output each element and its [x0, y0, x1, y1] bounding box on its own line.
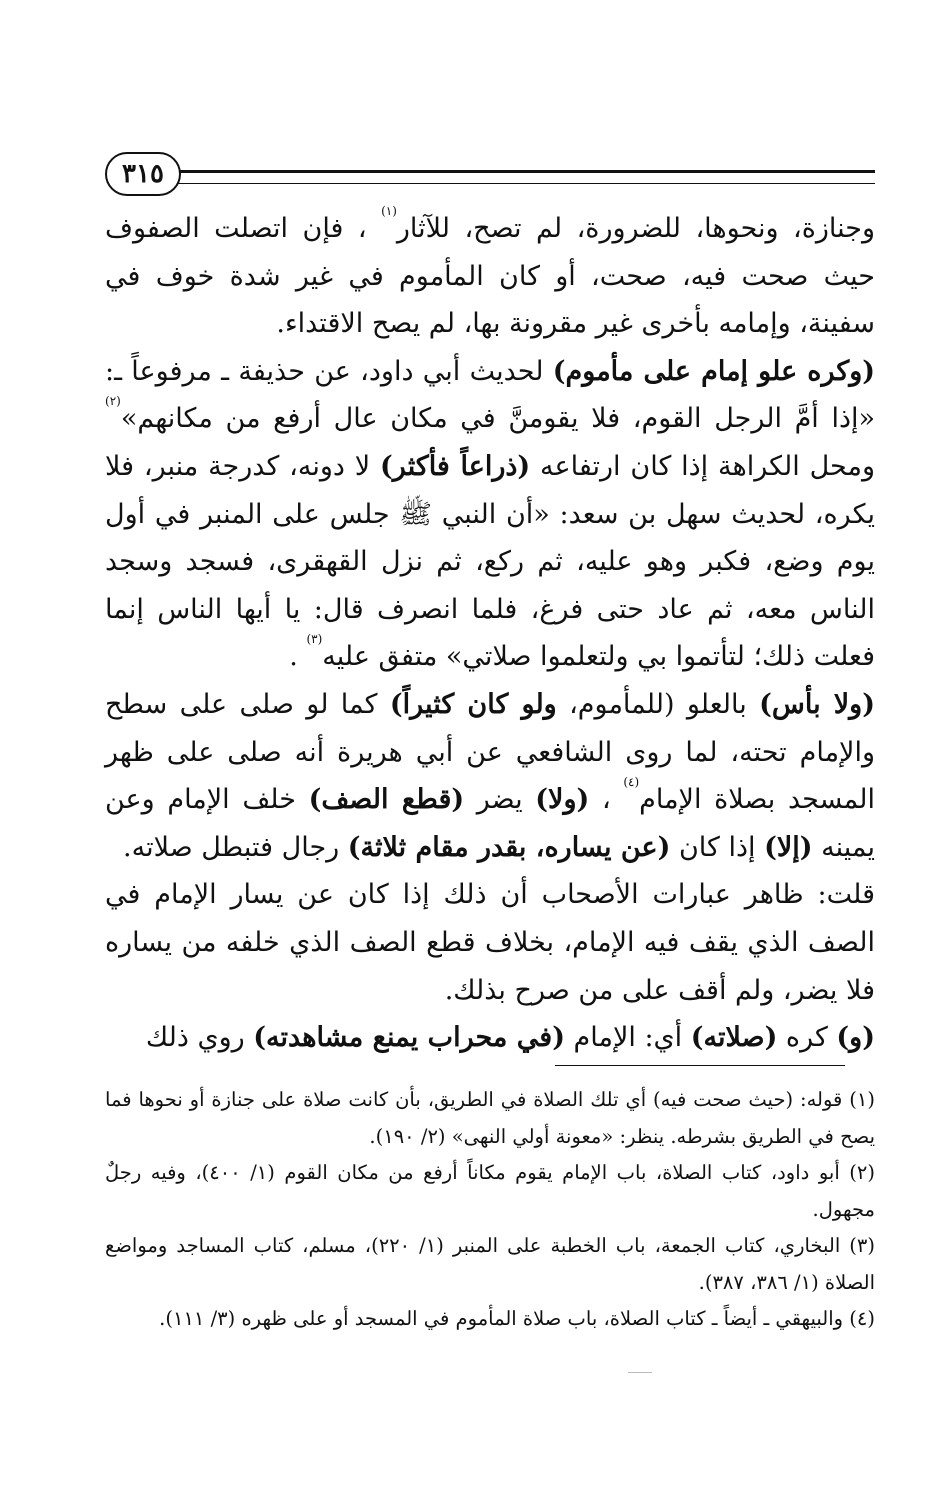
text-run: ،	[589, 784, 624, 816]
text-run: ومحل الكراهة إذا كان ارتفاعه	[530, 450, 875, 482]
footnote: (٢) أبو داود، كتاب الصلاة، باب الإمام يقوم مكاناً أرفع من مكان القوم (١/ ٤٠٠)، وفيه رجلٌ مجهول.	[105, 1161, 875, 1221]
footnote-ref: (٢)	[105, 394, 121, 409]
bold-text: (ولا)	[535, 784, 590, 816]
paragraph	[105, 205, 875, 348]
bold-text: (وكره علو إمام على مأموم)	[552, 355, 876, 387]
text-run: إذا كان	[670, 831, 765, 863]
text-run: ، فإن اتصلت الصفوف حيث صحت فيه، صحت، أو كان المأموم في غير شدة خوف في سفينة، وإمامه بأخرى غير مقرونة بها، لم يصح الاقتداء.	[105, 213, 875, 340]
paragraph	[105, 681, 875, 871]
bold-text: (ذراعاً فأكثر)	[380, 450, 531, 482]
footnote-ref: (٣)	[306, 632, 323, 647]
text-run: كما لو صلى على سطح والإمام تحته، لما روى الشافعي عن أبي هريرة أنه صلى على ظهر المسجد بصلاة الإمام	[105, 688, 875, 816]
bold-text: (قطع الصف)	[308, 784, 465, 816]
bold-text: ولو كان كثيراً)	[389, 688, 557, 720]
paragraph	[105, 1014, 875, 1062]
text-run: رجال فتبطل صلاته.	[123, 831, 348, 863]
text-run: قلت: ظاهر عبارات الأصحاب أن ذلك إذا كان عن يسار الإمام في الصف الذي يقف فيه الإمام، بخلاف قطع الصف الذي خلفه من يساره فلا يضر، ولم أقف على من صرح بذلك.	[105, 879, 875, 1006]
text-run: روي ذلك	[145, 1022, 254, 1054]
paragraph	[105, 871, 875, 1014]
bold-text: (ولا بأس)	[759, 688, 875, 720]
page-number: ٣١٥	[105, 152, 181, 196]
text-run: يضر	[464, 784, 536, 816]
footnote-separator	[555, 1065, 845, 1066]
text-run: .	[289, 641, 307, 673]
bold-text: (إلا)	[764, 831, 813, 863]
footnote: (٣) البخاري، كتاب الجمعة، باب الخطبة على المنبر (١/ ٢٢٠)، مسلم، كتاب المساجد ومواضع الصلاة (١/ ٣٨٦، ٣٨٧).	[105, 1234, 876, 1294]
footnotes	[105, 1082, 875, 1338]
header-rule	[167, 170, 875, 184]
text-run: وجنازة، ونحوها، للضرورة، لم تصح، للآثار	[396, 213, 876, 244]
text-run: كره	[777, 1022, 837, 1054]
footnote: (١) قوله: (حيث صحت فيه) أي تلك الصلاة في الطريق، بأن كانت صلاة على جنازة أو نحوها فما يصح في الطريق بشرطه. ينظر: «معونة أولي النهى» (٢/ ١٩٠).	[105, 1088, 875, 1148]
text-run: أي: الإمام	[564, 1022, 691, 1054]
bold-text: (عن يساره، بقدر مقام ثلاثة)	[347, 831, 671, 863]
text-run: بالعلو (للمأموم،	[556, 688, 760, 720]
main-text	[105, 205, 875, 1062]
bold-text: (و)	[836, 1022, 875, 1054]
bold-text: (صلاته)	[690, 1022, 778, 1054]
footnote: (٤) والبيهقي ـ أيضاً ـ كتاب الصلاة، باب صلاة المأموم في المسجد أو على ظهره (٣/ ١١١).	[159, 1307, 875, 1330]
page-header	[105, 152, 875, 196]
text-run: خلف الإمام وعن يمينه	[105, 784, 875, 863]
scan-mark	[628, 1372, 652, 1373]
paragraph	[105, 348, 875, 681]
bold-text: (في محراب يمنع مشاهدته)	[253, 1022, 565, 1054]
footnote-ref: (٤)	[623, 775, 640, 790]
text-run: لحديث أبي داود، عن حذيفة ـ مرفوعاً ـ: «إذا أمَّ الرجل القوم، فلا يقومنَّ في مكان عال أرفع من مكانهم»	[105, 355, 875, 435]
text-run: لا دونه، كدرجة منبر، فلا يكره، لحديث سهل بن سعد: «أن النبي ﷺ جلس على المنبر في أول يوم وضع، فكبر وهو عليه، ثم ركع، ثم نزل القهقرى، فسجد وسجد الناس معه، ثم عاد حتى فرغ، فلما انصرف قال: يا أيها الناس إنما فعلت ذلك؛ لتأتموا بي ولتعلموا صلاتي» متفق عليه	[105, 450, 875, 673]
footnote-ref: (١)	[381, 204, 397, 218]
